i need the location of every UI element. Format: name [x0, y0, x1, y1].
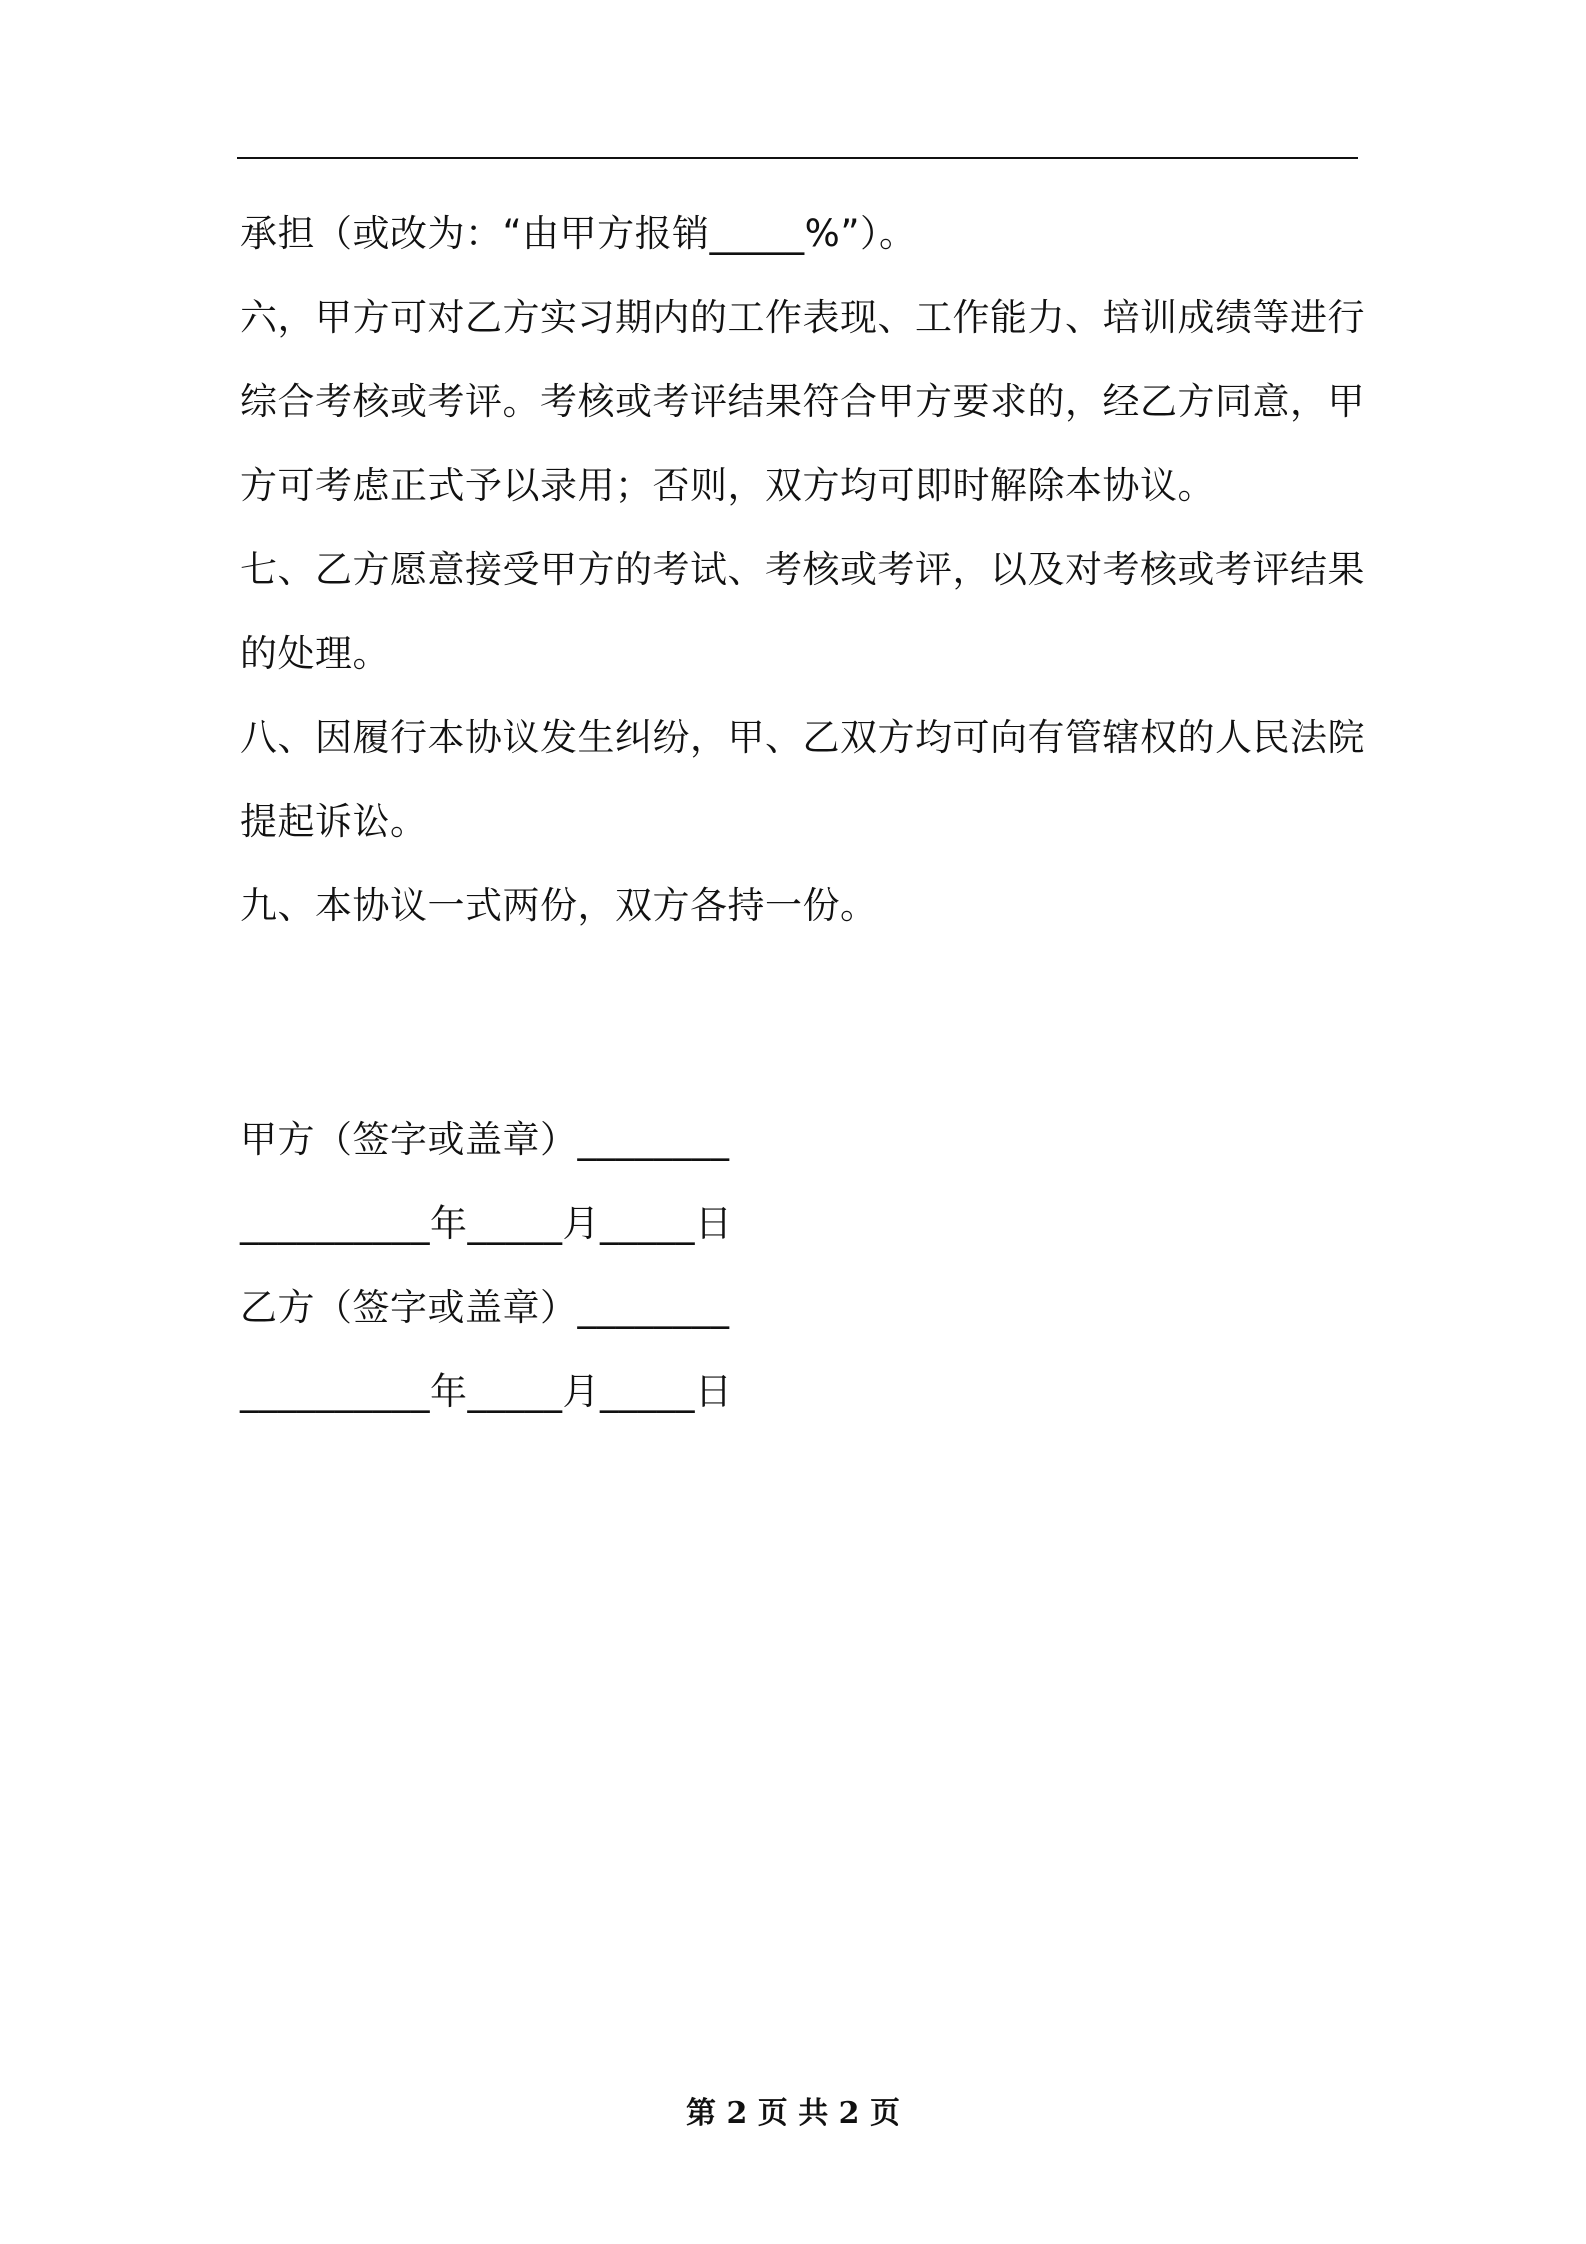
- body-line: 六，甲方可对乙方实习期内的工作表现、工作能力、培训成绩等进行: [240, 296, 1365, 339]
- body-line: 综合考核或考评。考核或考评结果符合甲方要求的，经乙方同意，甲: [240, 380, 1365, 423]
- body-line: 八、因履行本协议发生纠纷，甲、乙双方均可向有管辖权的人民法院: [240, 716, 1365, 759]
- signature-spacer: [240, 948, 1365, 1098]
- body-line: 方可考虑正式予以录用；否则，双方均可即时解除本协议。: [240, 464, 1215, 507]
- body-line: 提起诉讼。: [240, 800, 428, 843]
- header-rule: [237, 157, 1358, 159]
- party-a-signature: 甲方（签字或盖章）________: [240, 1118, 730, 1161]
- body-line: 的处理。: [240, 632, 390, 675]
- party-a-date: __________年_____月_____日: [240, 1202, 733, 1245]
- party-b-signature: 乙方（签字或盖章）________: [240, 1286, 730, 1329]
- page-number: 第 2 页 共 2 页: [686, 2096, 900, 2131]
- body-line: 承担（或改为：“由甲方报销_____%”）。: [240, 212, 917, 255]
- document-body: [240, 192, 1365, 1434]
- body-line: 九、本协议一式两份，双方各持一份。: [240, 884, 878, 927]
- party-b-date: __________年_____月_____日: [240, 1370, 733, 1413]
- body-line: 七、乙方愿意接受甲方的考试、考核或考评，以及对考核或考评结果: [240, 548, 1365, 591]
